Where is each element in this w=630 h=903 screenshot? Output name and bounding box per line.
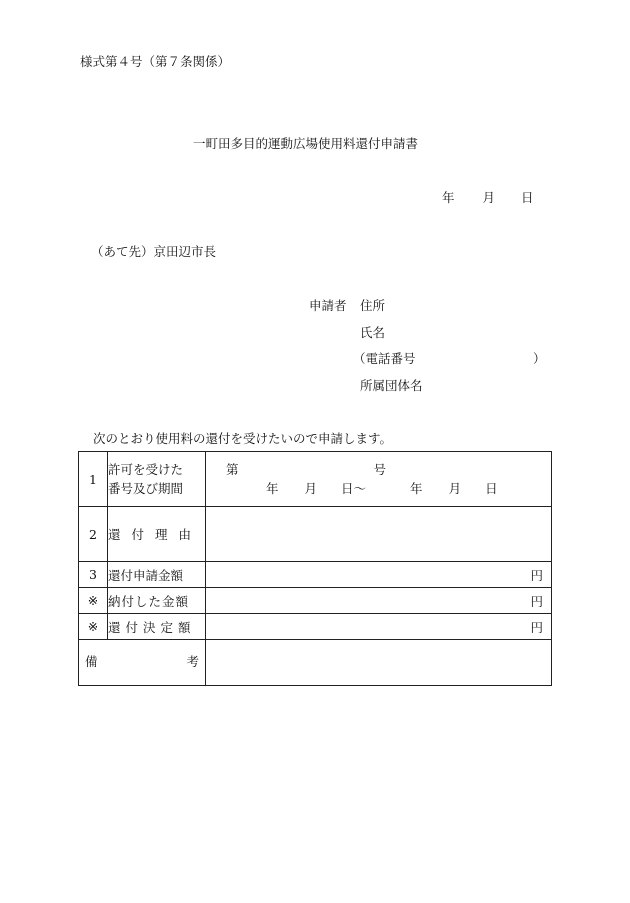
requested-amount-label: 還付申請金額 — [108, 562, 206, 588]
period-day1-label: 日～ — [341, 481, 367, 496]
yen-unit: 円 — [530, 593, 543, 609]
row-number: 2 — [79, 507, 108, 562]
permit-label-line2: 番号及び期間 — [108, 481, 184, 496]
table-row-paid-amount — [79, 588, 552, 614]
yen-unit: 円 — [530, 567, 543, 583]
period-year1-label: 年 — [266, 481, 279, 496]
decided-amount-label: 還付決定額 — [108, 614, 206, 640]
name-label: 氏名 — [360, 325, 386, 340]
remarks-value-cell[interactable] — [206, 640, 552, 686]
table-row-decided-amount — [79, 614, 552, 640]
row-number: 1 — [79, 452, 108, 507]
date-year-label: 年 — [442, 190, 455, 205]
group-label: 所属団体名 — [360, 378, 423, 393]
period-month1-label: 月 — [304, 481, 318, 496]
paid-amount-cell[interactable] — [206, 588, 552, 614]
intro-text: 次のとおり使用料の還付を受けたいので申請します。 — [93, 431, 393, 446]
table-row-reason — [79, 507, 552, 562]
permit-value-cell[interactable] — [206, 452, 552, 507]
permit-go-label: 号 — [373, 462, 387, 477]
paid-amount-label: 納付した金額 — [108, 588, 206, 614]
remarks-label-right: 考 — [186, 654, 199, 669]
period-day2-label: 日 — [485, 481, 498, 496]
phone-label: （電話番号 — [353, 351, 416, 366]
table-row-requested-amount — [79, 562, 552, 588]
date-month-label: 月 — [482, 190, 496, 205]
addressee: （あて先）京田辺市長 — [91, 244, 217, 259]
date-line — [442, 188, 534, 206]
reason-value-cell[interactable] — [206, 507, 552, 562]
phone-close-paren: ） — [533, 351, 546, 366]
address-label: 住所 — [360, 298, 386, 313]
refund-table — [78, 451, 552, 686]
requested-amount-cell[interactable] — [206, 562, 552, 588]
form-number: 様式第４号（第７条関係） — [80, 54, 231, 69]
yen-unit: 円 — [530, 619, 543, 635]
permit-label-line1: 許可を受けた — [108, 462, 184, 477]
row-number: 3 — [79, 562, 108, 588]
row-number: ※ — [79, 614, 108, 640]
date-day-label: 日 — [521, 190, 534, 205]
applicant-label: 申請者 — [309, 298, 347, 313]
remarks-label-cell — [79, 640, 206, 686]
table-row-permit — [79, 452, 552, 507]
reason-label: 還付理由 — [108, 507, 206, 562]
decided-amount-cell[interactable] — [206, 614, 552, 640]
row-number: ※ — [79, 588, 108, 614]
permit-dai-label: 第 — [226, 462, 239, 477]
period-month2-label: 月 — [448, 481, 462, 496]
remarks-label-left: 備 — [85, 654, 98, 669]
row-label — [108, 452, 206, 507]
period-year2-label: 年 — [410, 481, 423, 496]
document-title: 一町田多目的運動広場使用料還付申請書 — [193, 136, 419, 151]
table-row-remarks — [79, 640, 552, 686]
